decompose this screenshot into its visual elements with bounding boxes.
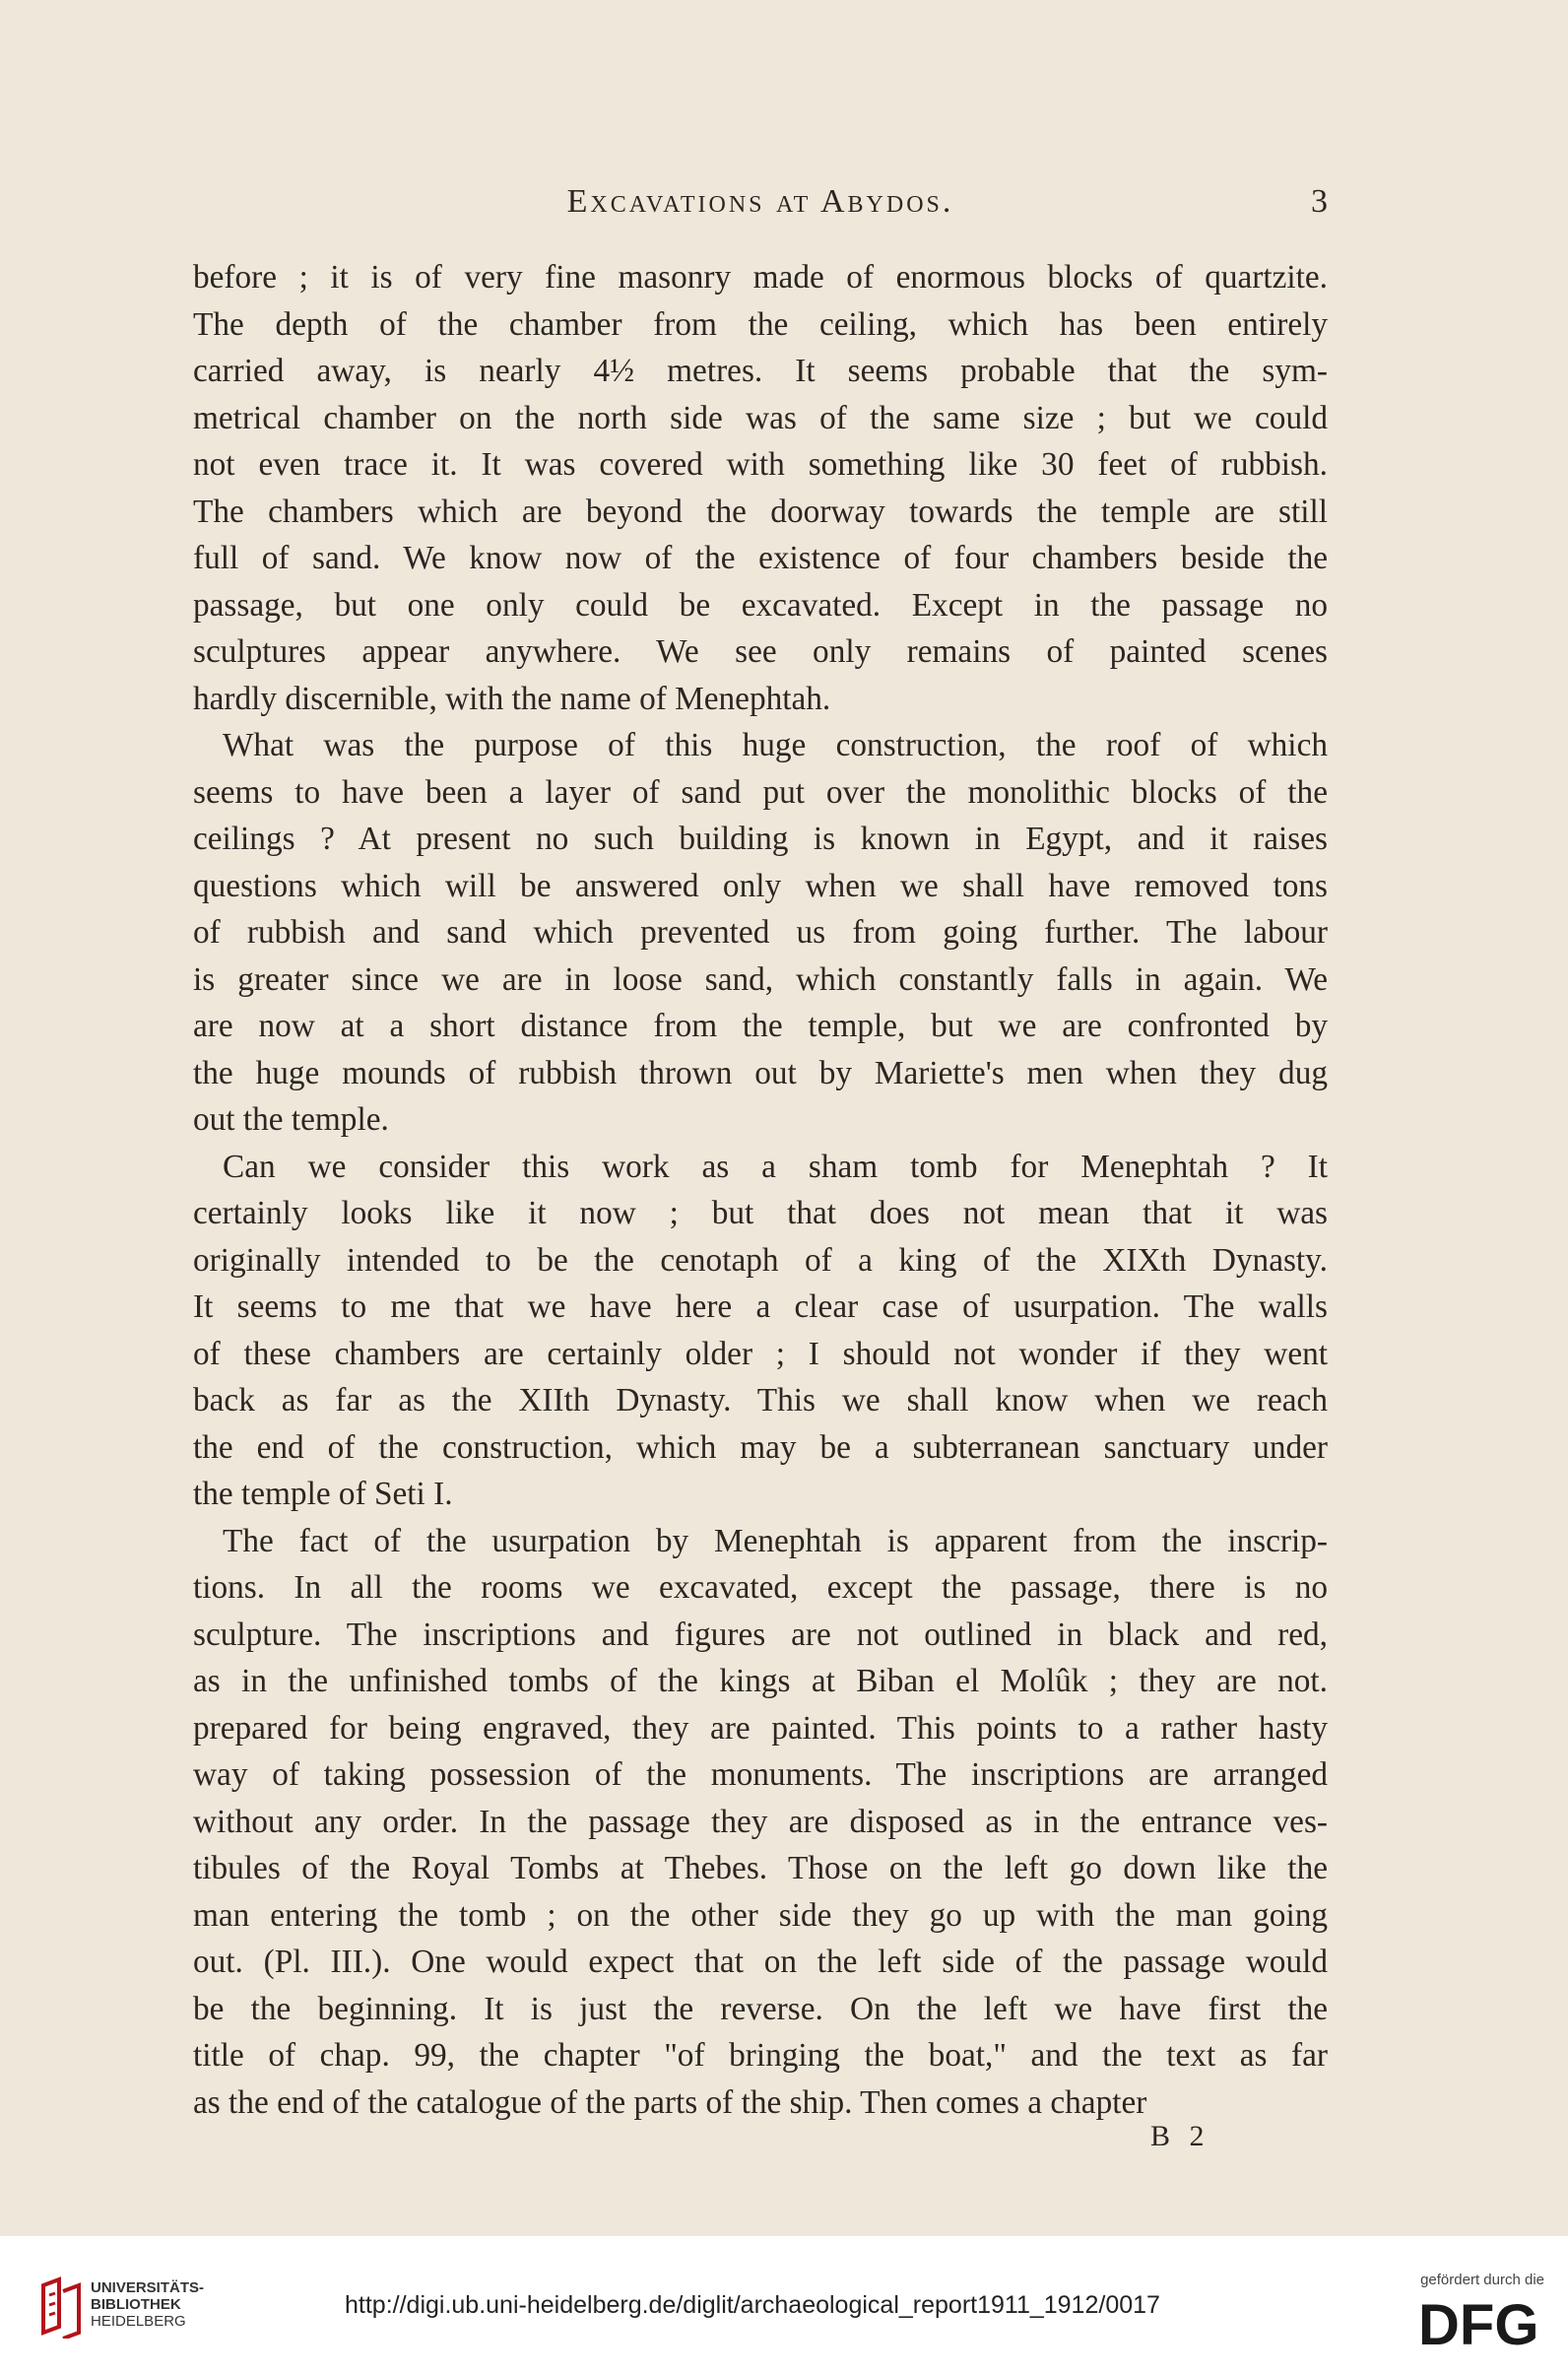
text-line: Can we consider this work as a sham tomb for Menephtah ? It: [223, 1148, 1328, 1185]
text-line: sculpture. The inscriptions and figures are not outlined in black and red,: [193, 1616, 1328, 1653]
text-line: the end of the construction, which may be a subterranean sanctuary under: [193, 1428, 1328, 1466]
library-name: [91, 2279, 204, 2330]
funded-by-text: gefördert durch die: [1420, 2272, 1544, 2288]
text-line: the temple of Seti I.: [193, 1476, 453, 1512]
signature-mark: B 2: [1150, 2120, 1210, 2152]
text-line: hardly discernible, with the name of Menephtah.: [193, 680, 831, 717]
text-line: man entering the tomb ; on the other side they go up with the man going: [193, 1896, 1328, 1934]
text-line: out the temple.: [193, 1101, 389, 1138]
text-line: without any order. In the passage they are disposed as in the entrance ves-: [193, 1803, 1328, 1840]
text-line: before ; it is of very fine masonry made of enormous blocks of quartzite.: [193, 259, 1328, 296]
body-text: [193, 254, 1328, 2126]
text-line: The depth of the chamber from the ceiling, which has been entirely: [193, 305, 1328, 343]
text-line: back as far as the XIIth Dynasty. This we shall know when we reach: [193, 1382, 1328, 1418]
text-line: The chambers which are beyond the doorway towards the temple are still: [193, 493, 1328, 530]
text-line: passage, but one only could be excavated. Except in the passage no: [193, 586, 1328, 624]
text-line: as the end of the catalogue of the parts of the ship. Then comes a chapter: [193, 2083, 1147, 2121]
library-name-line3: HEIDELBERG: [91, 2313, 186, 2330]
page-number: 3: [1311, 183, 1328, 220]
text-line: certainly looks like it now ; but that does not mean that it was: [193, 1195, 1328, 1231]
text-line: out. (Pl. III.). One would expect that on the left side of the passage would: [193, 1944, 1328, 1980]
text-line: title of chap. 99, the chapter "of bringing the boat," and the text as far: [193, 2037, 1328, 2074]
text-line: seems to have been a layer of sand put over the monolithic blocks of the: [193, 773, 1328, 811]
running-head: [193, 183, 1328, 229]
footer-bar: [0, 2236, 1568, 2374]
text-line: prepared for being engraved, they are painted. This points to a rather hasty: [193, 1709, 1328, 1747]
dfg-logo-icon: [1418, 2295, 1546, 2350]
text-line: sculptures appear anywhere. We see only remains of painted scenes: [193, 633, 1328, 670]
text-line: ceilings ? At present no such building is known in Egypt, and it raises: [193, 821, 1328, 857]
text-line: be the beginning. It is just the reverse. On the left we have first the: [193, 1990, 1328, 2027]
source-url-link[interactable]: http://digi.ub.uni-heidelberg.de/diglit/archaeological_report1911_1912/0017: [345, 2291, 1160, 2319]
library-name-line1: UNIVERSITÄTS-: [91, 2279, 205, 2296]
text-line: The fact of the usurpation by Menephtah is apparent from the inscrip-: [223, 1522, 1328, 1559]
library-name-line2: BIBLIOTHEK: [91, 2296, 181, 2313]
text-line: the huge mounds of rubbish thrown out by Mariette's men when they dug: [193, 1054, 1328, 1091]
text-line: of rubbish and sand which prevented us from going further. The labour: [193, 914, 1328, 951]
text-line: originally intended to be the cenotaph of a king of the XIXth Dynasty.: [193, 1241, 1328, 1279]
text-line: tions. In all the rooms we excavated, except the passage, there is no: [193, 1569, 1328, 1606]
running-title: Excavations at Abydos.: [566, 183, 954, 220]
text-line: not even trace it. It was covered with something like 30 feet of rubbish.: [193, 446, 1328, 483]
text-line: is greater since we are in loose sand, which constantly falls in again. We: [193, 960, 1328, 998]
text-line: tibules of the Royal Tombs at Thebes. Those on the left go down like the: [193, 1850, 1328, 1886]
text-line: metrical chamber on the north side was of the same size ; but we could: [193, 399, 1328, 436]
text-line: as in the unfinished tombs of the kings at Biban el Molûk ; they are not.: [193, 1663, 1328, 1699]
text-line: full of sand. We know now of the existence of four chambers beside the: [193, 540, 1328, 576]
text-line: way of taking possession of the monuments. The inscriptions are arranged: [193, 1756, 1328, 1793]
text-line: It seems to me that we have here a clear case of usurpation. The walls: [193, 1288, 1328, 1325]
text-line: What was the purpose of this huge construction, the roof of which: [223, 727, 1328, 763]
dfg-logo-text: DFG: [1418, 2295, 1539, 2350]
text-line: are now at a short distance from the temple, but we are confronted by: [193, 1008, 1328, 1044]
university-library-logo-icon: [39, 2275, 85, 2339]
text-line: carried away, is nearly 4½ metres. It seems probable that the sym-: [193, 353, 1328, 389]
text-line: questions which will be answered only when we shall have removed tons: [193, 867, 1328, 904]
text-line: of these chambers are certainly older ; I should not wonder if they went: [193, 1335, 1328, 1372]
